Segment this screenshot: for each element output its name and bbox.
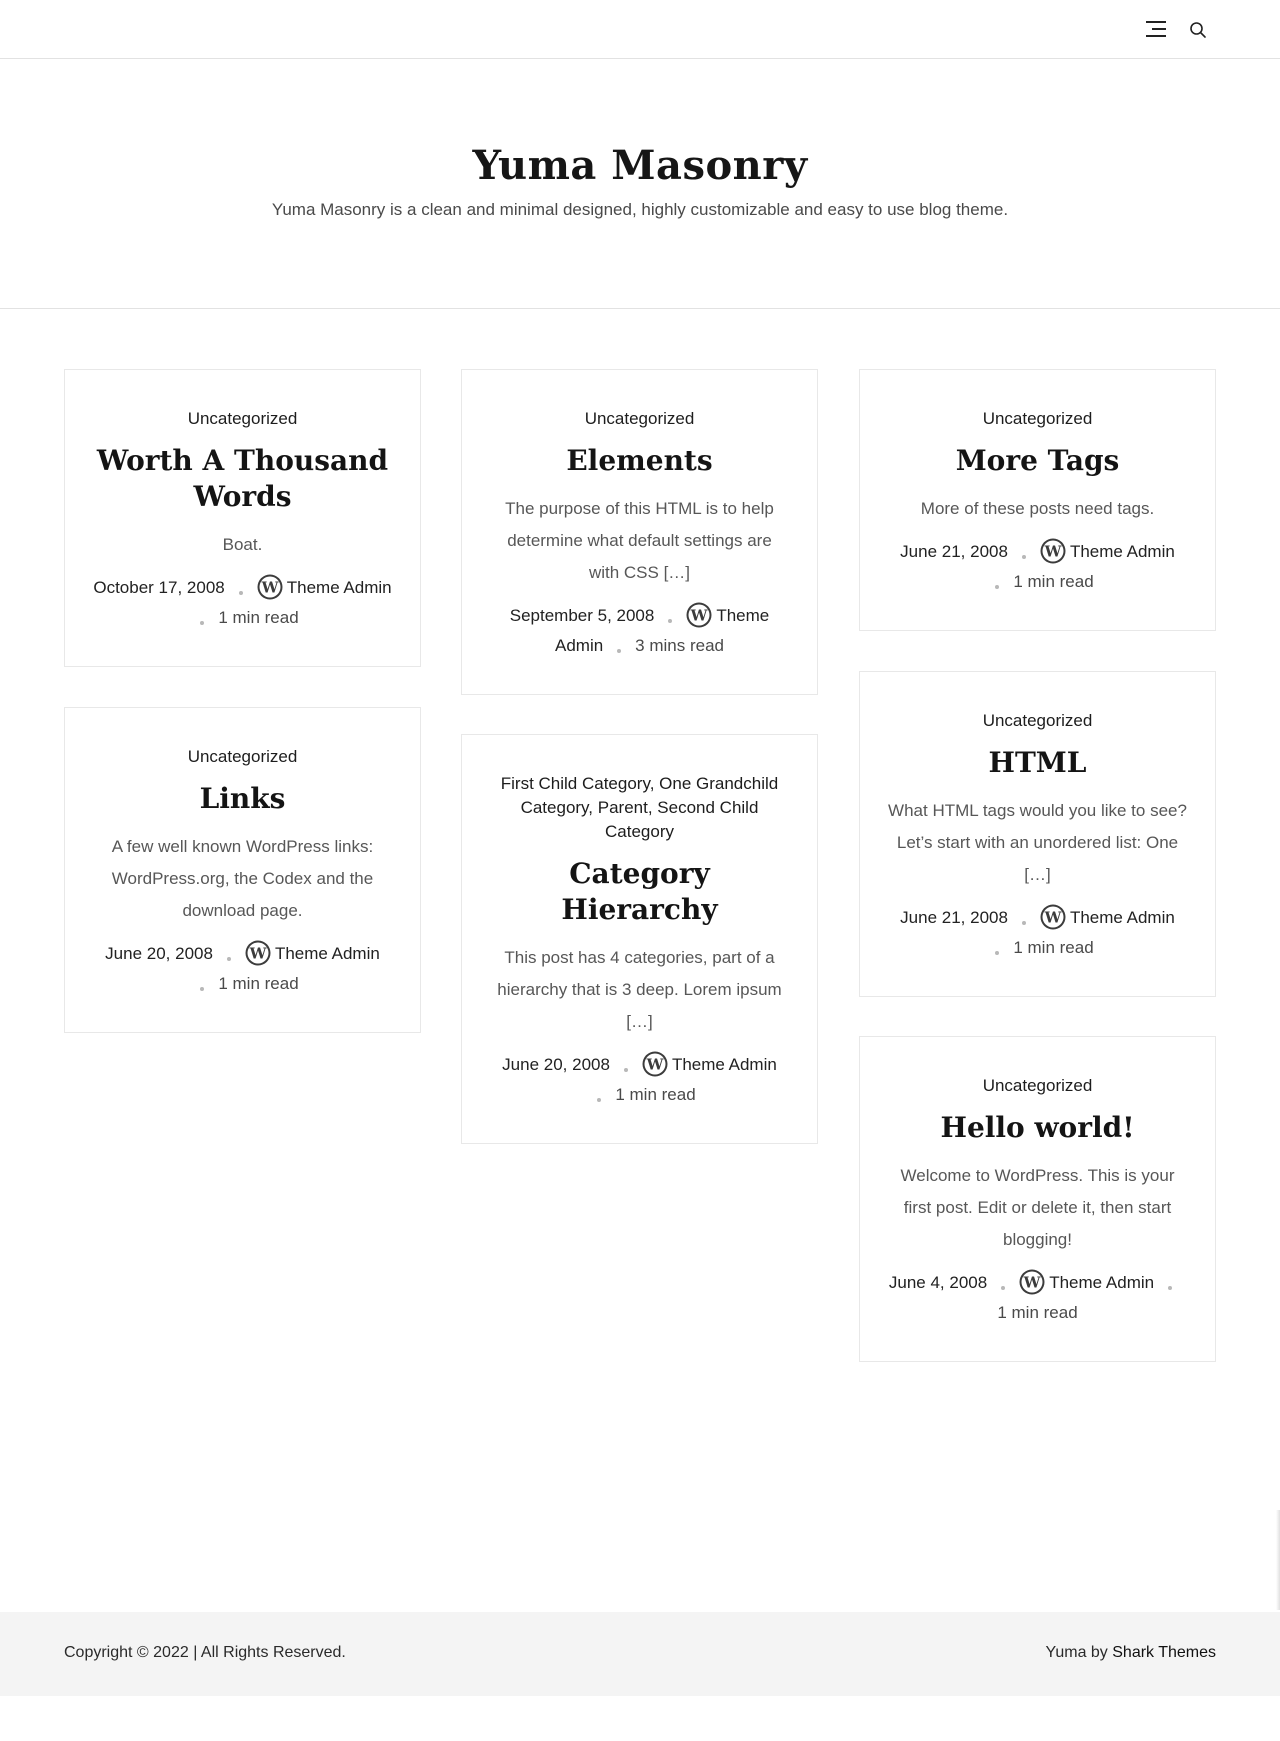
category-link[interactable]: Uncategorized (982, 1076, 1093, 1095)
read-time: 1 min read (1013, 938, 1094, 957)
site-header (0, 60, 1280, 309)
post-excerpt: Welcome to WordPress. This is your first post. Edit or delete it, then start blogging! (900, 1166, 1175, 1249)
post-date[interactable]: June 21, 2008 (900, 542, 1008, 561)
theme-credit (1046, 1644, 1216, 1662)
category-link[interactable]: Uncategorized (584, 409, 695, 428)
author-avatar-icon (686, 602, 712, 628)
separator-dot (239, 591, 243, 595)
post-author[interactable]: Theme Admin (1069, 542, 1175, 561)
category-link[interactable]: Uncategorized (187, 747, 298, 766)
post-meta (490, 601, 789, 661)
post-date[interactable]: June 20, 2008 (105, 944, 213, 963)
post-categories: First Child Category, One Grandchild Category, Parent, Second Child Category (500, 774, 779, 841)
post-card (859, 1036, 1216, 1362)
post-title[interactable]: Links (199, 782, 286, 815)
post-card (461, 734, 818, 1144)
post-author[interactable]: Theme Admin (274, 944, 380, 963)
post-categories (888, 1074, 1187, 1098)
author-avatar-icon (1040, 538, 1066, 564)
separator-dot (200, 987, 204, 991)
post-excerpt: What HTML tags would you like to see? Let’s start with an unordered list: One […] (888, 801, 1187, 884)
post-meta (888, 903, 1187, 963)
post-date[interactable]: June 4, 2008 (888, 1273, 988, 1292)
post-meta (93, 939, 392, 999)
top-bar (0, 0, 1280, 59)
post-meta (93, 573, 392, 633)
post-excerpt: Boat. (222, 535, 263, 554)
post-meta (888, 1268, 1187, 1328)
hamburger-menu-icon[interactable] (1142, 19, 1166, 39)
credit-prefix: Yuma by (1045, 1644, 1113, 1661)
post-date[interactable]: September 5, 2008 (509, 606, 655, 625)
separator-dot (200, 621, 204, 625)
post-card (461, 369, 818, 695)
svg-text:W: W (646, 1055, 664, 1074)
separator-dot (995, 585, 999, 589)
author-avatar-icon (257, 574, 283, 600)
category-link[interactable]: Parent (597, 798, 648, 817)
post-categories (93, 407, 392, 431)
separator-dot (1022, 921, 1026, 925)
post-card (64, 707, 421, 1033)
author-avatar-icon (1019, 1269, 1045, 1295)
category-link[interactable]: Uncategorized (982, 409, 1093, 428)
post-title[interactable]: Hello world! (940, 1111, 1135, 1144)
svg-text:W: W (1044, 542, 1062, 561)
post-title-line[interactable]: Worth A Thousand (96, 444, 389, 477)
copyright-text: Copyright © 2022 | All Rights Reserved. (64, 1644, 346, 1661)
post-author[interactable]: Theme Admin (286, 578, 392, 597)
svg-text:W: W (249, 944, 267, 963)
post-title[interactable]: HTML (988, 746, 1087, 779)
post-card (64, 369, 421, 667)
post-date[interactable]: June 20, 2008 (502, 1055, 610, 1074)
post-meta (490, 1050, 789, 1110)
svg-text:W: W (1023, 1273, 1041, 1292)
post-date[interactable]: October 17, 2008 (93, 578, 225, 597)
post-excerpt: More of these posts need tags. (920, 499, 1155, 518)
post-excerpt: The purpose of this HTML is to help determine what default settings are with CSS […] (505, 499, 774, 582)
read-time: 1 min read (615, 1085, 696, 1104)
site-title[interactable]: Yuma Masonry (472, 142, 808, 189)
site-description: Yuma Masonry is a clean and minimal designed, highly customizable and easy to use blog theme. (271, 200, 1009, 219)
separator-dot (1001, 1286, 1005, 1290)
post-title-line[interactable]: Words (193, 480, 292, 513)
post-categories (93, 745, 392, 769)
search-icon[interactable] (1188, 20, 1208, 40)
post-categories (888, 407, 1187, 431)
category-link[interactable]: Second Child Category (605, 798, 759, 841)
svg-text:W: W (261, 578, 279, 597)
category-link[interactable]: Uncategorized (982, 711, 1093, 730)
author-avatar-icon (1040, 904, 1066, 930)
svg-text:W: W (1044, 908, 1062, 927)
read-time: 1 min read (218, 608, 299, 627)
category-link[interactable]: Uncategorized (187, 409, 298, 428)
post-categories (490, 407, 789, 431)
separator-dot (1022, 555, 1026, 559)
separator-dot (668, 619, 672, 623)
svg-text:W: W (690, 606, 708, 625)
post-date[interactable]: June 21, 2008 (900, 908, 1008, 927)
separator-dot (995, 951, 999, 955)
site-footer (0, 1612, 1280, 1696)
post-categories (888, 709, 1187, 733)
author-avatar-icon (642, 1051, 668, 1077)
separator-dot (617, 649, 621, 653)
category-link[interactable]: First Child Category (500, 774, 650, 793)
separator-dot (227, 957, 231, 961)
credit-link[interactable]: Shark Themes (1112, 1644, 1216, 1661)
post-card (859, 369, 1216, 631)
separator-dot (1168, 1286, 1172, 1290)
post-title[interactable]: Category Hierarchy (561, 857, 718, 926)
separator-dot (597, 1098, 601, 1102)
read-time: 3 mins read (635, 636, 724, 655)
read-time: 1 min read (997, 1303, 1078, 1322)
post-author[interactable]: Theme Admin (1049, 1273, 1155, 1292)
separator-dot (624, 1068, 628, 1072)
post-author[interactable]: Theme Admin (1069, 908, 1175, 927)
post-meta (888, 537, 1187, 597)
post-author[interactable]: Theme Admin (671, 1055, 777, 1074)
post-excerpt: A few well known WordPress links: WordPress.org, the Codex and the download page. (111, 837, 374, 920)
author-avatar-icon (245, 940, 271, 966)
post-card (859, 671, 1216, 997)
post-title[interactable]: More Tags (955, 444, 1120, 477)
read-time: 1 min read (218, 974, 299, 993)
post-author[interactable]: Theme Admin (554, 606, 770, 655)
category-link[interactable]: One Grandchild Category (520, 774, 779, 817)
post-title[interactable] (93, 443, 392, 515)
scroll-edge-shadow (1276, 1510, 1280, 1610)
read-time: 1 min read (1013, 572, 1094, 591)
post-excerpt: This post has 4 categories, part of a hierarchy that is 3 deep. Lorem ipsum […] (497, 948, 782, 1031)
post-title[interactable]: Elements (566, 444, 713, 477)
